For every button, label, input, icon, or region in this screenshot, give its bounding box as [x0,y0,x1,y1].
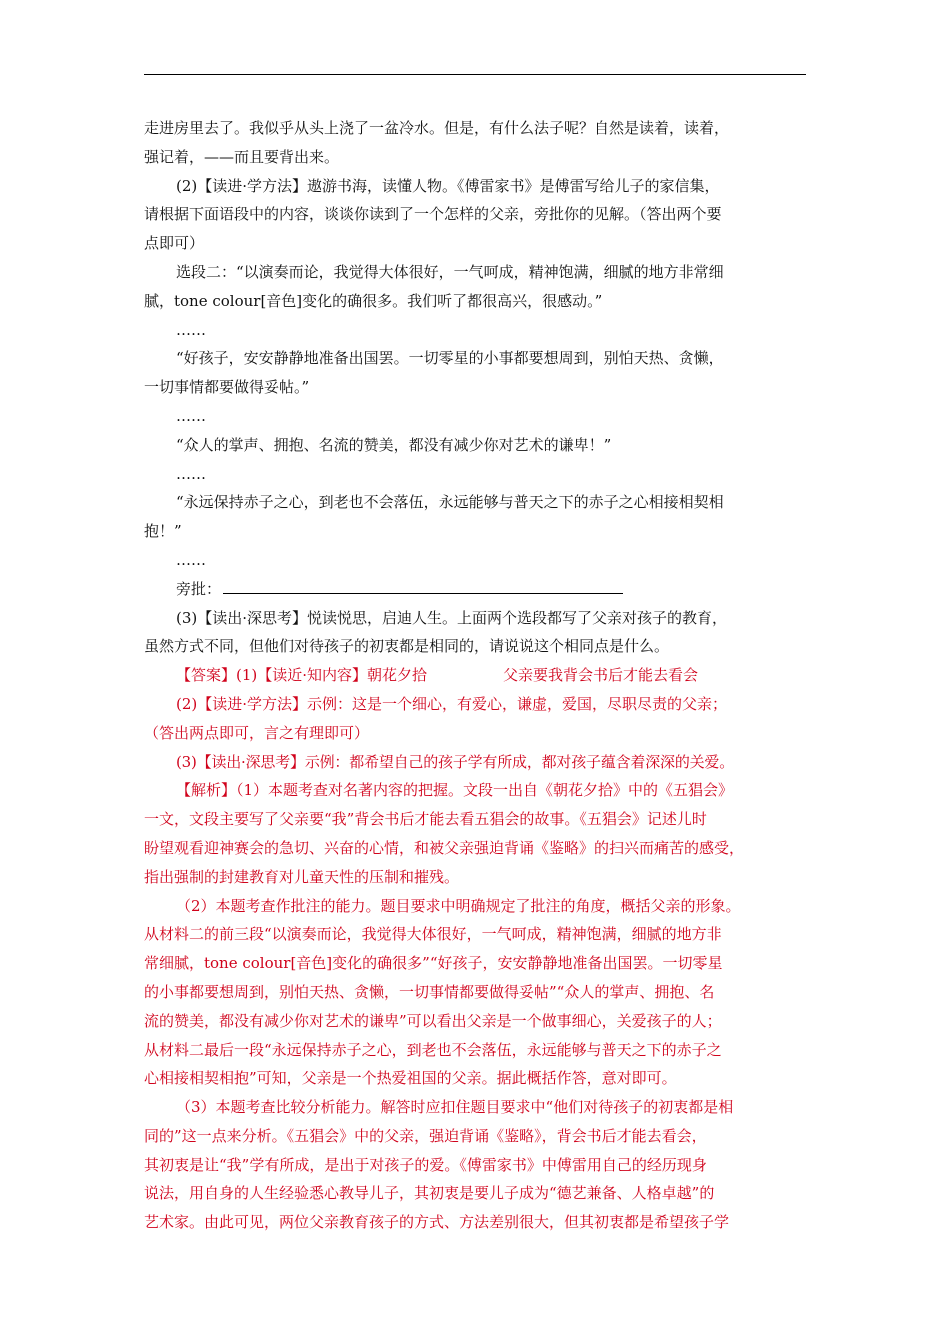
analysis-line-text: 一文，文段主要写了父亲要“我”背会书后才能去看五猖会的故事。《五猖会》记述儿时 [144,810,707,829]
text-line [144,460,806,489]
header-rule [144,74,806,75]
text-line [144,546,806,575]
analysis-line-text: 从材料二的前三段“以演奏而论，我觉得大体很好，一气呵成，精神饱满，细腻的地方非 [144,925,722,944]
document-body [144,114,806,1237]
text-line [144,287,806,316]
text-line-text: …… [176,550,206,569]
text-line [144,402,806,431]
text-line-text: 旁批： [176,579,222,598]
text-line-text: 选段二：“以演奏而论，我觉得大体很好，一气呵成，精神饱满，细腻的地方非常细 [176,262,724,281]
analysis-line [144,1122,806,1151]
analysis-line [144,1064,806,1093]
text-line-text: …… [176,406,206,425]
analysis-line [144,978,806,1007]
analysis-line [144,834,806,863]
text-line [144,200,806,229]
text-line [144,344,806,373]
text-line-text: …… [176,464,206,483]
question-section [144,114,806,661]
text-line-text: 点即可） [144,234,205,253]
analysis-line-text: 的小事都要想周到，别怕天热、贪懒，一切事情都要做得妥帖”“众人的掌声、拥抱、名 [144,982,715,1001]
text-line-text: “众人的掌声、拥抱、名流的赞美，都没有减少你对艺术的谦卑！” [176,435,612,454]
answer-part-1: 【答案】(1)【读近·知内容】朝花夕拾 [176,666,428,685]
text-line [144,373,806,402]
text-line-text: (3)【读出·深思考】悦读悦思，启迪人生。上面两个选段都写了父亲对孩子的教育， [176,608,728,627]
text-line [144,488,806,517]
text-line [144,632,806,661]
answer-line: （答出两点即可，言之有理即可） [144,723,370,742]
analysis-line [144,1179,806,1208]
text-line [144,172,806,201]
text-line-text: 抱！” [144,522,182,541]
analysis-line-text: 心相接相契相抱”可知，父亲是一个热爱祖国的父亲。据此概括作答，意对即可。 [144,1069,677,1088]
text-line [144,258,806,287]
analysis-line-text: （2）本题考查作批注的能力。题目要求中明确规定了批注的角度，概括父亲的形象。 [176,896,741,915]
text-line-text: “好孩子，安安静静地准备出国罢。一切零星的小事都要想周到，别怕天热、贪懒， [176,349,724,368]
analysis-line [144,949,806,978]
analysis-line [144,1007,806,1036]
answer-line: (2)【读进·学方法】示例：这是一个细心，有爱心，谦虚，爱国，尽职尽责的父亲； [176,694,728,713]
analysis-line-text: 艺术家。由此可见，两位父亲教育孩子的方式、方法差别很大，但其初衷都是希望孩子学 [144,1213,730,1232]
analysis-line [144,863,806,892]
analysis-line [144,1151,806,1180]
analysis-line [144,776,806,805]
text-line-text: 请根据下面语段中的内容，谈谈你读到了一个怎样的父亲，旁批你的见解。（答出两个要 [144,205,722,224]
text-line-text: …… [176,320,206,339]
text-line [144,143,806,172]
text-line-text: 一切事情都要做得妥帖。” [144,378,310,397]
text-line [144,575,806,604]
analysis-line-text: 指出强制的封建教育对儿童天性的压制和摧残。 [144,867,460,886]
analysis-line-text: 盼望观看迎神赛会的急切、兴奋的心情，和被父亲强迫背诵《鉴略》的扫兴而痛苦的感受， [144,838,745,857]
analysis-line [144,1036,806,1065]
analysis-line-text: 同的”这一点来分析。《五猖会》中的父亲，强迫背诵《鉴略》，背会书后才能去看会， [144,1126,707,1145]
text-line-text: 强记着，——而且要背出来。 [144,147,340,166]
text-line [144,229,806,258]
analysis-line-text: 说法，用自身的人生经验悉心教导儿子，其初衷是要儿子成为“德艺兼备、人格卓越”的 [144,1184,715,1203]
analysis-line [144,892,806,921]
analysis-line [144,1093,806,1122]
text-line-text: (2)【读进·学方法】遨游书海，读懂人物。《傅雷家书》是傅雷写给儿子的家信集， [176,176,720,195]
analysis-line [144,920,806,949]
text-line [144,604,806,633]
answer-section [144,661,806,776]
analysis-line-text: 从材料二最后一段“永远保持赤子之心，到老也不会落伍，永远能够与普天之下的赤子之 [144,1040,722,1059]
text-line [144,114,806,143]
text-line-text: 腻，tone colour[音色]变化的确很多。我们听了都很高兴，很感动。” [144,291,603,310]
analysis-line-text: 常细腻，tone colour[音色]变化的确很多”“好孩子，安安静静地准备出国罢。一切零星 [144,954,723,973]
answer-line [144,661,806,690]
text-line [144,316,806,345]
annotation-blank[interactable] [223,579,623,594]
analysis-line [144,1208,806,1237]
text-line [144,517,806,546]
text-line-text: “永远保持赤子之心，到老也不会落伍，永远能够与普天之下的赤子之心相接相契相 [176,493,724,512]
answer-part-1-detail: 父亲要我背会书后才能去看会 [503,666,699,685]
text-line [144,431,806,460]
text-line-text: 走进房里去了。我似乎从头上浇了一盆冷水。但是，有什么法子呢？自然是读着，读着， [144,119,730,137]
analysis-line [144,805,806,834]
answer-line: (3)【读出·深思考】示例：都希望自己的孩子学有所成，都对孩子蕴含着深深的关爱。 [176,752,735,771]
analysis-section [144,776,806,1237]
analysis-line-text: 【解析】（1）本题考查对名著内容的把握。文段一出自《朝花夕拾》中的《五猖会》 [176,781,734,800]
analysis-line-text: （3）本题考查比较分析能力。解答时应扣住题目要求中“他们对待孩子的初衷都是相 [176,1098,734,1117]
text-line-text: 虽然方式不同，但他们对待孩子的初衷都是相同的，请说说这个相同点是什么。 [144,637,670,656]
analysis-line-text: 流的赞美，都没有减少你对艺术的谦卑”可以看出父亲是一个做事细心，关爱孩子的人； [144,1011,722,1030]
analysis-line-text: 其初衷是让“我”学有所成，是出于对孩子的爱。《傅雷家书》中傅雷用自己的经历现身 [144,1155,707,1174]
